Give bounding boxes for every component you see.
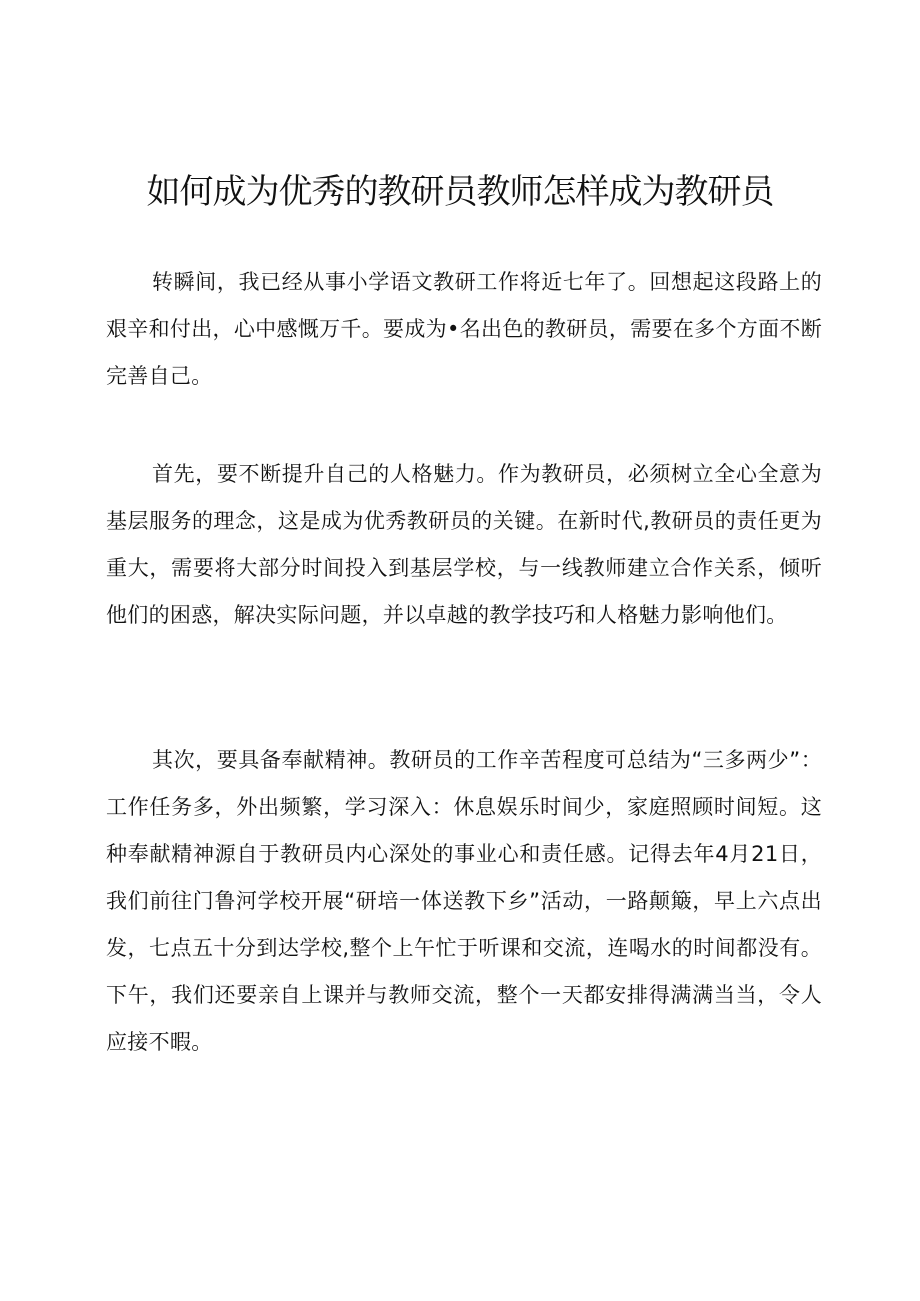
paragraph-dedication: 其次，要具备奉献精神。教研员的工作辛苦程度可总结为“三多两少”：工作任务多，外出频繁，学习深入：休息娱乐时间少，家庭照顾时间短。这种奉献精神源自于教研员内心深处的事业心和责任感。记得去年4月21日，我们前往门鲁河学校开展“研培一体送教下乡”活动，一路颠簸，早上六点出发，七点五十分到达学校,整个上午忙于听课和交流，连喝水的时间都没有。下午，我们还要亲自上课并与教师交流，整个一天都安排得满满当当，令人应接不暇。	[106, 748, 822, 1054]
paragraph-personality: 首先，要不断提升自己的人格魅力。作为教研员，必须树立全心全意为基层服务的理念，这是成为优秀教研员的关键。在新时代,教研员的责任更为重大，需要将大部分时间投入到基层学校，与一线教师建立合作关系，倾听他们的困惑，解决实际问题，并以卓越的教学技巧和人格魅力影响他们。	[106, 462, 822, 627]
document-title: 如何成为优秀的教研员教师怎样成为教研员	[146, 172, 774, 212]
paragraph-intro: 转瞬间，我已经从事小学语文教研工作将近七年了。回想起这段路上的艰辛和付出，心中感慨万千。要成为•名出色的教研员，需要在多个方面不断完善自己。	[106, 270, 822, 388]
